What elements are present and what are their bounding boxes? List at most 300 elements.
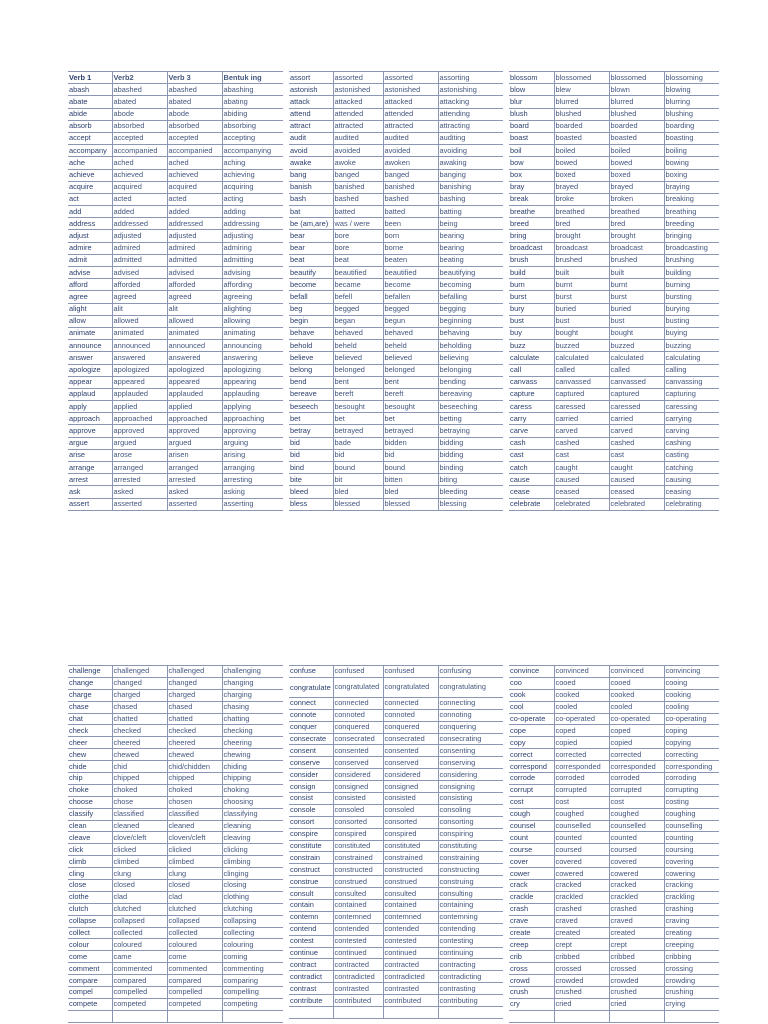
verb-cell: belong [289,364,333,376]
verb-cell: blessed [333,498,383,510]
verb-cell: choose [68,796,112,808]
verb-cell: animate [68,327,112,339]
table-row [509,376,719,388]
table-row [509,169,719,181]
verb-cell: counting [664,832,719,844]
table-row [509,939,719,951]
verb-cell: bashing [438,193,503,205]
verb-cell: cash [509,437,554,449]
verb-cell: breathed [554,206,609,218]
table-row [68,498,283,510]
verb-cell: corroded [554,773,609,785]
verb-cell: costing [664,796,719,808]
verb-cell: arrested [112,474,167,486]
verb-cell: busting [664,315,719,327]
table-row [68,437,283,449]
table-row [509,96,719,108]
verb-cell: approving [222,425,283,437]
table-row [289,745,503,757]
table-row [289,1007,503,1019]
verb-cell: construe [289,876,333,888]
verb-cell: add [68,206,112,218]
verb-cell: besought [383,401,438,413]
verb-cell: conquering [438,721,503,733]
verb-cell: clung [167,868,222,880]
table-row [509,868,719,880]
verb-cell: answered [167,352,222,364]
table-row [68,749,283,761]
verb-cell: convince [509,666,554,678]
verb-cell: bereft [333,388,383,400]
table-row [509,132,719,144]
table-row [68,157,283,169]
verb-cell: caress [509,401,554,413]
verb-cell: accepting [222,132,283,144]
table-row [68,975,283,987]
verb-cell: buzzing [664,340,719,352]
table-row [509,713,719,725]
verb-cell: confuse [289,666,333,678]
table-row [68,132,283,144]
verb-cell: blossomed [554,72,609,84]
verb-cell: boarding [664,120,719,132]
verb-cell: advised [167,267,222,279]
verb-cell: bought [609,327,664,339]
verb-cell: boiled [609,145,664,157]
verb-cell: connected [383,697,438,709]
verb-cell: chat [68,713,112,725]
table-row [289,995,503,1007]
verb-cell: bid [289,449,333,461]
table-row [68,108,283,120]
verb-cell: clutched [112,903,167,915]
verb-cell: arising [222,449,283,461]
verb-cell: contrasted [383,983,438,995]
verb-cell: compare [68,975,112,987]
verb-cell: consigned [383,781,438,793]
verb-cell: bereaving [438,388,503,400]
table-row [68,206,283,218]
verb-cell: admitting [222,254,283,266]
verb-cell: conspiring [438,828,503,840]
table-row [509,230,719,242]
table-row [68,856,283,868]
verb-cell: consort [289,816,333,828]
verb-cell: contemned [333,911,383,923]
verb-cell: afforded [112,279,167,291]
table-row [289,486,503,498]
verb-cell: crying [664,998,719,1010]
verb-cell: bowing [664,157,719,169]
verb-cell: constructed [333,864,383,876]
verb-cell: admire [68,242,112,254]
verb-cell: connoted [333,709,383,721]
table-row [509,796,719,808]
verb-cell: befalling [438,291,503,303]
verb-cell: belonged [333,364,383,376]
verb-cell: covered [609,856,664,868]
verb-cell: apologized [167,364,222,376]
verb-cell: brought [609,230,664,242]
verb-cell: begin [289,315,333,327]
verb-cell: copy [509,737,554,749]
table-row [68,868,283,880]
verb-cell: corresponded [609,761,664,773]
verb-cell: breed [509,218,554,230]
verb-cell: awake [289,157,333,169]
verb-cell: cover [509,856,554,868]
verb-cell: corrupted [609,784,664,796]
table-row [68,254,283,266]
verb-cell: construct [289,864,333,876]
verb-cell: chatting [222,713,283,725]
verb-cell: boxed [554,169,609,181]
table-row [68,474,283,486]
verb-cell: conserve [289,757,333,769]
verb-cell: commented [167,963,222,975]
table-row [68,666,283,678]
verb-cell: abashed [167,84,222,96]
verb-cell: crowd [509,975,554,987]
verb-cell: cheered [167,737,222,749]
verb-cell: burying [664,303,719,315]
verb-cell: betrayed [383,425,438,437]
verb-cell: braying [664,181,719,193]
verb-cell: charged [167,689,222,701]
table-row [68,963,283,975]
verb-cell: added [112,206,167,218]
table-row [289,498,503,510]
table-row [289,230,503,242]
verb-cell: contained [333,900,383,912]
verb-cell: co-operated [554,713,609,725]
verb-cell: cooked [609,689,664,701]
verb-cell: construed [333,876,383,888]
verb-cell: corrode [509,773,554,785]
verb-cell: bidding [438,449,503,461]
verb-cell: contradicted [383,971,438,983]
verb-cell: batting [438,206,503,218]
table-row [509,401,719,413]
verb-cell: argued [167,437,222,449]
verb-cell: arrange [68,462,112,474]
verb-cell: crib [509,951,554,963]
verb-cell: breathing [664,206,719,218]
table-row [68,169,283,181]
verb-cell: clicked [167,844,222,856]
verb-cell: beautified [383,267,438,279]
verb-cell: chiding [222,761,283,773]
table-row [68,737,283,749]
verb-cell: contradicting [438,971,503,983]
table-row [68,939,283,951]
verb-cell: correct [509,749,554,761]
table-row [509,291,719,303]
verb-cell: banish [289,181,333,193]
verb-cell: contradicted [333,971,383,983]
table-row [509,449,719,461]
verb-cell: correspond [509,761,554,773]
verb-cell: answered [112,352,167,364]
verb-cell: breathe [509,206,554,218]
verb-cell: celebrating [664,498,719,510]
verb-cell: beat [289,254,333,266]
verb-cell: abash [68,84,112,96]
verb-cell: blushed [554,108,609,120]
verb-cell: cleaned [112,820,167,832]
verb-cell: boiled [554,145,609,157]
verb-cell: clean [68,820,112,832]
verb-cell: caused [609,474,664,486]
verb-cell: bent [383,376,438,388]
verb-cell: boarded [609,120,664,132]
verb-cell: attacked [333,96,383,108]
table-row [289,721,503,733]
verb-cell: conserving [438,757,503,769]
table-row [289,923,503,935]
table-row [68,279,283,291]
table-row [509,773,719,785]
verb-cell: cribbed [554,951,609,963]
table-row [68,267,283,279]
verb-cell: argued [112,437,167,449]
header-cell: Bentuk ing [222,72,283,84]
verb-cell: assert [68,498,112,510]
table-row [289,242,503,254]
verb-cell: crushed [554,987,609,999]
verb-cell: bow [509,157,554,169]
verb-cell: beautifying [438,267,503,279]
table-row [509,975,719,987]
verb-cell: crack [509,880,554,892]
table-row [289,388,503,400]
verb-cell: boiling [664,145,719,157]
verb-cell: congratulate [289,677,333,697]
verb-cell: chasing [222,701,283,713]
verb-cell: corrupting [664,784,719,796]
verb-cell: avoided [333,145,383,157]
verb-cell: cooed [609,677,664,689]
verb-cell: collapsed [112,915,167,927]
verb-cell: behold [289,340,333,352]
verb-cell: carved [609,425,664,437]
table-row [509,689,719,701]
verb-cell: blowing [664,84,719,96]
verb-cell: contributed [333,995,383,1007]
verb-cell: crossing [664,963,719,975]
verb-cell: corroding [664,773,719,785]
verb-cell: calculated [609,352,664,364]
verb-cell: conserved [383,757,438,769]
verb-cell: bore [333,242,383,254]
verb-cell: cowering [664,868,719,880]
verb-cell: clung [112,868,167,880]
verb-cell: afford [68,279,112,291]
verb-cell: cooking [664,689,719,701]
verb-cell: applauded [112,388,167,400]
table-row [509,413,719,425]
verb-cell: broke [554,193,609,205]
verb-cell: burning [664,279,719,291]
table-row [68,891,283,903]
verb-cell: counselled [554,820,609,832]
verb-cell: binding [438,462,503,474]
table-row [68,340,283,352]
verb-cell: bid [289,437,333,449]
verb-cell: attract [289,120,333,132]
verb-cell: connected [333,697,383,709]
verb-cell: chose [112,796,167,808]
table-row [289,828,503,840]
verb-cell: charge [68,689,112,701]
table-row [289,352,503,364]
verb-cell: challenging [222,666,283,678]
table-row [509,761,719,773]
verb-cell: bowed [609,157,664,169]
verb-cell: acquire [68,181,112,193]
verb-cell: assorted [383,72,438,84]
table-row [509,498,719,510]
verb-cell: admit [68,254,112,266]
verb-cell: craving [664,915,719,927]
table-row [509,72,719,84]
verb-cell: burn [509,279,554,291]
table-row [68,315,283,327]
verb-cell: advised [112,267,167,279]
verb-cell: agreed [112,291,167,303]
verb-cell: consigning [438,781,503,793]
verb-cell: carve [509,425,554,437]
verb-cell: broadcast [509,242,554,254]
table-row [68,291,283,303]
verb-cell: boil [509,145,554,157]
verb-cell: allowed [112,315,167,327]
verb-cell: cause [509,474,554,486]
verb-cell: brushed [554,254,609,266]
verb-cell: abated [112,96,167,108]
verb-cell: ached [112,157,167,169]
verb-cell: belonging [438,364,503,376]
verb-cell: consented [333,745,383,757]
verb-cell: asked [167,486,222,498]
verb-cell: cried [609,998,664,1010]
verb-cell: cross [509,963,554,975]
verb-cell: catch [509,462,554,474]
verb-cell: changed [167,677,222,689]
verb-cell [68,1010,112,1022]
verb-cell: avoid [289,145,333,157]
verb-cell: cooing [664,677,719,689]
verb-cell: comment [68,963,112,975]
table-row [509,701,719,713]
table-row [68,820,283,832]
verb-cell: bash [289,193,333,205]
verb-cell: classified [112,808,167,820]
table-row [289,733,503,745]
table-row [289,364,503,376]
verb-cell: corrected [609,749,664,761]
header-row [68,72,283,84]
verb-cell: bring [509,230,554,242]
verb-cell: boasted [609,132,664,144]
verb-cell: arranging [222,462,283,474]
table-row [509,749,719,761]
verb-cell: asserted [167,498,222,510]
verb-cell: arranged [167,462,222,474]
verb-cell: cooling [664,701,719,713]
verb-cell: awoke [333,157,383,169]
verb-cell: cope [509,725,554,737]
verb-cell: coughed [554,808,609,820]
verb-cell: blur [509,96,554,108]
verb-cell: bursting [664,291,719,303]
verb-cell: audit [289,132,333,144]
verb-cell: conspired [383,828,438,840]
table-row [68,784,283,796]
verb-cell: applying [222,401,283,413]
table-row [509,486,719,498]
verb-cell: blossomed [609,72,664,84]
verb-cell [554,1010,609,1022]
verb-cell: co-operated [609,713,664,725]
verb-cell: consecrating [438,733,503,745]
verb-cell: admitted [112,254,167,266]
verb-cell: appear [68,376,112,388]
verb-cell: contending [438,923,503,935]
verb-cell: contended [333,923,383,935]
verb-cell: agree [68,291,112,303]
verb-cell: cashed [554,437,609,449]
verb-cell: captured [609,388,664,400]
verb-cell: covering [664,856,719,868]
table-row [289,474,503,486]
verb-cell: cleave [68,832,112,844]
verb-cell: assort [289,72,333,84]
verb-cell: bereave [289,388,333,400]
verb-cell: compete [68,998,112,1010]
verb-cell: chewed [112,749,167,761]
verb-cell: creeping [664,939,719,951]
table-row [509,915,719,927]
verb-cell: climb [68,856,112,868]
verb-cell: charging [222,689,283,701]
verb-cell: abide [68,108,112,120]
table-row [289,84,503,96]
verb-cell: boasted [554,132,609,144]
verb-cell: adjusting [222,230,283,242]
verb-cell: conspire [289,828,333,840]
table-row [68,327,283,339]
verb-cell: blurred [554,96,609,108]
verb-cell: choked [167,784,222,796]
verb-cell: announced [112,340,167,352]
verb-cell: contested [333,935,383,947]
header-cell: Verb2 [112,72,167,84]
verb-cell: adding [222,206,283,218]
verb-cell: arresting [222,474,283,486]
verb-cell: alight [68,303,112,315]
verb-cell: absorbed [167,120,222,132]
verb-cell: cracked [609,880,664,892]
verb-cell: arise [68,449,112,461]
verb-cell: came [112,951,167,963]
verb-cell: bend [289,376,333,388]
verb-cell: cooled [554,701,609,713]
verb-cell: consoled [383,804,438,816]
verb-cell: accompanied [112,145,167,157]
verb-cell: changed [112,677,167,689]
table-row [289,132,503,144]
